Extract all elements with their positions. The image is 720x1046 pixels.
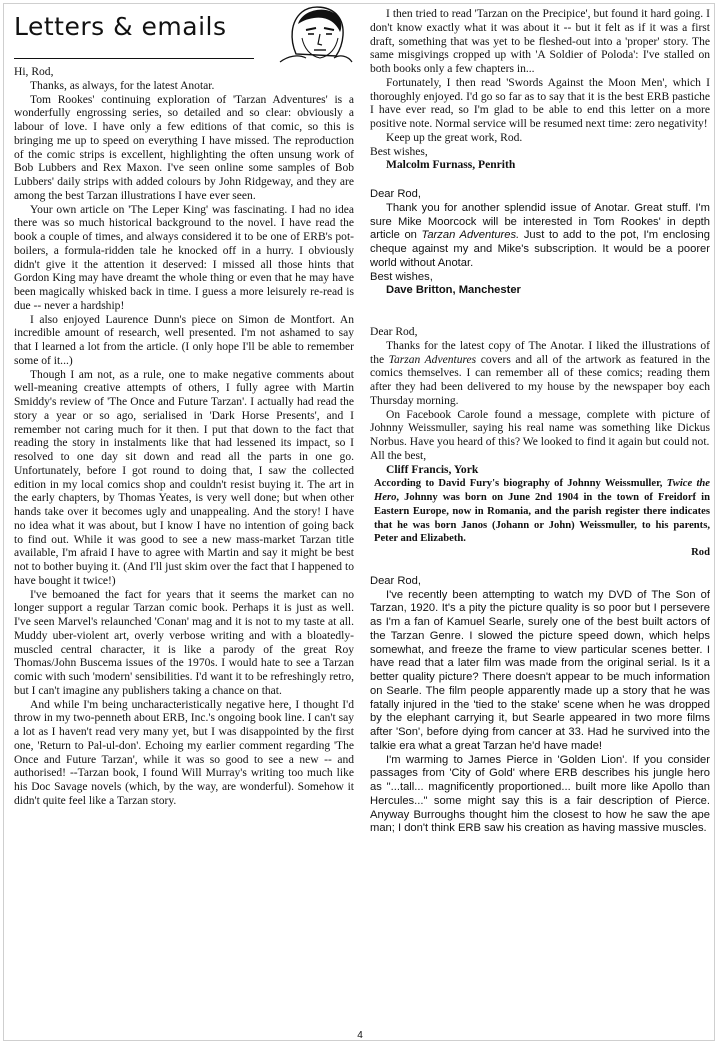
letter3-signature: Cliff Francis, York bbox=[386, 463, 479, 476]
letter4-paragraph: I'm warming to James Pierce in 'Golden Lion'. If you consider passages from 'City of Gold' where ERB describes his jungle hero as "...tall... magnificently proportioned... built more like Apollo than Hercules..." some might say this is a fair description of Pierce. Anyway Burroughs thought him the closest to how he saw the ape man; I don't think ERB saw his creation as having massive muscles. bbox=[370, 753, 710, 835]
page-title: Letters & emails bbox=[14, 12, 227, 41]
letter1-paragraph: Tom Rookes' continuing exploration of 'Tarzan Adventures' is a wonderfully engrossing series, so detailed and so clear: obviously a labour of love. I have only a few editions of that comic, so this is bringing me up to speed on everything I have missed. The reproduction of the comic strips is excellent, highlighting the often unsung work of Bob Lubbers and Rex Maxon. I've seen online some samples of Bob Lubbers' daily strips with added colours by John Ridgeway, and they are among the best Tarzan illustrations I have ever seen. bbox=[14, 93, 354, 202]
letter1-paragraph: Though I am not, as a rule, one to make negative comments about well-meaning creative attempts of others, I fully agree with Martin Smiddy's review of 'The Once and Future Tarzan'. I actually had read the story a year or so ago, serialised in 'Dark Horse Presents', and I remember not caring much for it then. I put that down to the fact that reading the story in instalments like that had lessened its impact, so I resolved to one day sit down and read all the parts in one go. Unfortunately, before I got round to doing that, I saw the collected edition in my local comics shop and couldn't resist buying it. The art in the early chapters, by Thomas Yeates, is very well done; but when other hands take over it becomes ugly and unappealing. And the story! I have no idea what it was about, but I know I have no intention of going back to find out. While it was good to see a new mass-market Tarzan title available, I'm afraid I have to agree with Martin and say it might be best not to bother buying it. (And I'll just skim over the fact that I happened to have bought it twice!) bbox=[14, 368, 354, 587]
letter1-paragraph: Fortunately, I then read 'Swords Against the Moon Men', which I thoroughly enjoyed. I'd go so far as to say that it is the best ERB pastiche I have ever read, so I'm glad to be able to end this letter on a more positive note. Normal service will be resumed next time: zero negativity! bbox=[370, 76, 710, 130]
spacer bbox=[370, 173, 710, 188]
letter4 bbox=[370, 575, 710, 836]
section-header bbox=[14, 14, 354, 66]
title-underline bbox=[14, 58, 254, 59]
letter1-paragraph: I've bemoaned the fact for years that it seems the market can no longer support a regular Tarzan comic book. Perhaps it is just as well. I've seen Marvel's relaunched 'Conan' mag and it is not to my taste at all. Muddy uber-violent art, overly verbose writing and with a bloatedly-muscled central character, it is like a parody of the great Roy Thomas/John Buscema issues of the 1970s. I would hate to see a Tarzan comic with such 'modern' sensibilities. I'd want it to be refreshingly retro, but I can't imagine any publishers taking a chance on that. bbox=[14, 588, 354, 697]
letter1-paragraph: Thanks, as always, for the latest Anotar. bbox=[30, 79, 215, 92]
letter3-paragraph: Thanks for the latest copy of The Anotar. I liked the illustrations of the Tarzan Adventures covers and all of the artwork as featured in the comics themselves. I can remember all of these comics; reading them after they had been delivered to my house by the newspaper boy each Thursday morning. bbox=[370, 339, 710, 407]
letter2 bbox=[370, 188, 710, 298]
page-number: 4 bbox=[357, 1030, 363, 1041]
letter3-salutation: Dear Rod, bbox=[370, 326, 418, 338]
letter4-paragraph: I've recently been attempting to watch my DVD of The Son of Tarzan, 1920. It's a pity the picture quality is so poor but I persevere as I'm a fan of Kamuel Searle, surely one of the best built actors of the Tarzan Genre. I slowed the picture speed down, which helps somewhat, and freeze the frame to view particular scenes better. I have read that a later film was made from the original serial. Is it a better quality picture? There doesn't appear to be much information on Searle. The film people apparently made up a story that he was fatally injured in the 'tied to the stake' scene when he was dropped by the elephant carrying it, but Searle appeared in two more films after 'Son', before dying from cancer at 33. Had he survived into the talkie era what a great Tarzan he'd have made! bbox=[370, 588, 710, 752]
letter1-paragraph: I then tried to read 'Tarzan on the Precipice', but found it hard going. I don't know exactly what it was about it -- but it felt as if it was a first draft, something that was yet to be fleshed-out into a 'proper' story. The same misgivings cropped up with 'A Soldier of Poloda': I've stalled on both books only a few chapters in... bbox=[370, 8, 710, 75]
letter1-closing: Best wishes, bbox=[370, 145, 428, 158]
letter1-signature: Malcolm Furnass, Penrith bbox=[386, 159, 516, 172]
right-column bbox=[370, 8, 710, 836]
letter1-paragraph: And while I'm being uncharacteristically negative here, I thought I'd throw in my two-penneth about ERB, Inc.'s ongoing book line. I can't say a lot as I haven't read very many yet, but I was disappointed by the first one, 'Return to Pal-ul-don'. Echoing my earlier comment regarding 'The Once and Future Tarzan', while it was so good to see a new -- and authorised! --Tarzan book, I found Will Murray's writing too much like his Doc Savage novels (which, by the way, are wonderful). Somehow it didn't quite feel like a Tarzan story. bbox=[14, 698, 354, 807]
left-column bbox=[14, 14, 354, 809]
letter2-closing: Best wishes, bbox=[370, 270, 433, 283]
letter1-paragraph: I also enjoyed Laurence Dunn's piece on Simon de Montfort. An incredible amount of research, well presented. I'm not ashamed to say that I learned a lot from the article. (I only hope I'll be able to remember some of it...) bbox=[14, 313, 354, 367]
letter3-paragraph: On Facebook Carole found a message, complete with picture of Johnny Weissmuller, saying his real name was something like Dickus Norbus. Have you heard of this? We looked to find it again but could not. bbox=[370, 408, 710, 448]
spacer bbox=[370, 298, 710, 326]
letter4-salutation: Dear Rod, bbox=[370, 574, 421, 587]
letter3-closing: All the best, bbox=[370, 449, 427, 462]
letter1-salutation: Hi, Rod, bbox=[14, 66, 54, 78]
letter2-body: Thank you for another splendid issue of Anotar. Great stuff. I'm sure Mike Moorcock will be interested in Tom Rookes' in depth article on Tarzan Adventures. Just to add to the pot, I'm enclosing cheque against my and Mike's subscription. It would be a poorer world without Anotar. bbox=[370, 201, 710, 269]
letter1-paragraph: Keep up the great work, Rod. bbox=[386, 131, 523, 144]
spacer bbox=[370, 560, 710, 575]
letter2-signature: Dave Britton, Manchester bbox=[386, 284, 521, 297]
tarzan-portrait-icon bbox=[276, 4, 354, 64]
editor-note: According to David Fury's biography of Johnny Weissmuller, Twice the Hero, Johnny was born on June 2nd 1904 in the town of Freidorf in Eastern Europe, now in Romania, and the parish register there indicates that he was born Janos (Johann or John) Weissmuller, to his parents, Peter and Elizabeth. bbox=[374, 478, 710, 545]
letter2-salutation: Dear Rod, bbox=[370, 188, 421, 200]
letter1-paragraph: Your own article on 'The Leper King' was fascinating. I had no idea there was so much historical background to the novel. I have read the book a couple of times, and always considered it to be one of ERB's pot-boilers, a formula-ridden tale he knocked off in a hurry. I obviously didn't give it the attention it deserved: I missed all those hints that Gordon King may have dreamt the whole thing or even that he may have been magically whisked back in time. I guess a more leisurely re-read is due -- never a hardship! bbox=[14, 203, 354, 312]
editor-note-sign: Rod bbox=[691, 547, 710, 558]
